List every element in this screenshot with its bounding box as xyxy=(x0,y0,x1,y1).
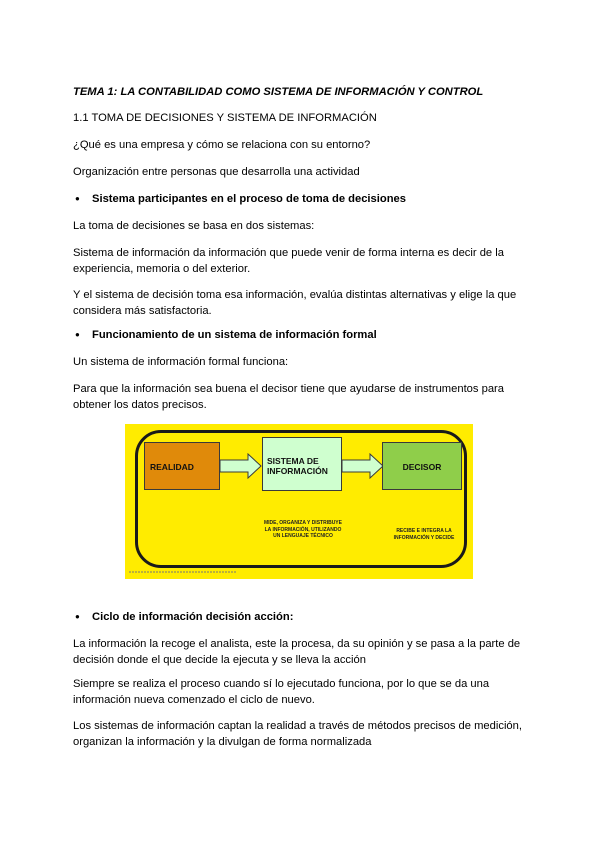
paragraph: La toma de decisiones se basa en dos sistemas: xyxy=(73,220,315,232)
question-paragraph: ¿Qué es una empresa y cómo se relaciona con su entorno? xyxy=(73,139,371,151)
paragraph: Un sistema de información formal funciona: xyxy=(73,356,289,368)
paragraph: Y el sistema de decisión toma esa información, evalúa distintas alternativas y elige la que considera más satisfactoria. xyxy=(73,289,517,317)
decisor-label: DECISOR xyxy=(402,462,442,472)
realidad-box xyxy=(144,442,220,490)
arrow-icon xyxy=(342,453,384,479)
page-title: TEMA 1: LA CONTABILIDAD COMO SISTEMA DE INFORMACIÓN Y CONTROL xyxy=(73,86,484,98)
bullet-heading: ● Funcionamiento de un sistema de información formal xyxy=(92,327,377,343)
paragraph: Sistema de información da información que puede venir de forma interna es decir de la experiencia, memoria o del exterior. xyxy=(73,247,504,275)
sistema-informacion-box xyxy=(262,437,342,491)
sistema-label-line2: INFORMACIÓN xyxy=(267,466,328,476)
bullet-heading: ● Sistema participantes en el proceso de toma de decisiones xyxy=(92,191,406,207)
note-decisor: RECIBE E INTEGRA LA INFORMACIÓN Y DECIDE xyxy=(393,528,455,541)
paragraph: Organización entre personas que desarrolla una actividad xyxy=(73,166,360,178)
section-heading: 1.1 TOMA DE DECISIONES Y SISTEMA DE INFORMACIÓN xyxy=(73,112,377,124)
decisor-box xyxy=(382,442,462,490)
paragraph: Para que la información sea buena el decisor tiene que ayudarse de instrumentos para obtener los datos precisos. xyxy=(73,383,504,411)
arrow-icon xyxy=(220,453,262,479)
sistema-label-line1: SISTEMA DE xyxy=(267,456,319,466)
bullet-heading: ● Ciclo de información decisión acción: xyxy=(92,609,293,625)
paragraph: Los sistemas de información captan la realidad a través de métodos precisos de medición, organizan la información y la divulgan de forma normalizada xyxy=(73,720,522,748)
caption-scribble xyxy=(129,569,239,575)
paragraph: La información la recoge el analista, este la procesa, da su opinión y se pasa a la parte de decisión donde el que decide la ejecuta y se lleva la acción xyxy=(73,638,521,666)
information-system-diagram xyxy=(125,424,473,579)
paragraph: Siempre se realiza el proceso cuando sí lo ejecutado funciona, por lo que se da una información nueva comenzado el ciclo de nuevo. xyxy=(73,678,490,706)
note-sistema: MIDE, ORGANIZA Y DISTRIBUYE LA INFORMACIÓN, UTILIZANDO UN LENGUAJE TÉCNICO xyxy=(264,520,342,539)
realidad-label: REALIDAD xyxy=(150,462,194,472)
